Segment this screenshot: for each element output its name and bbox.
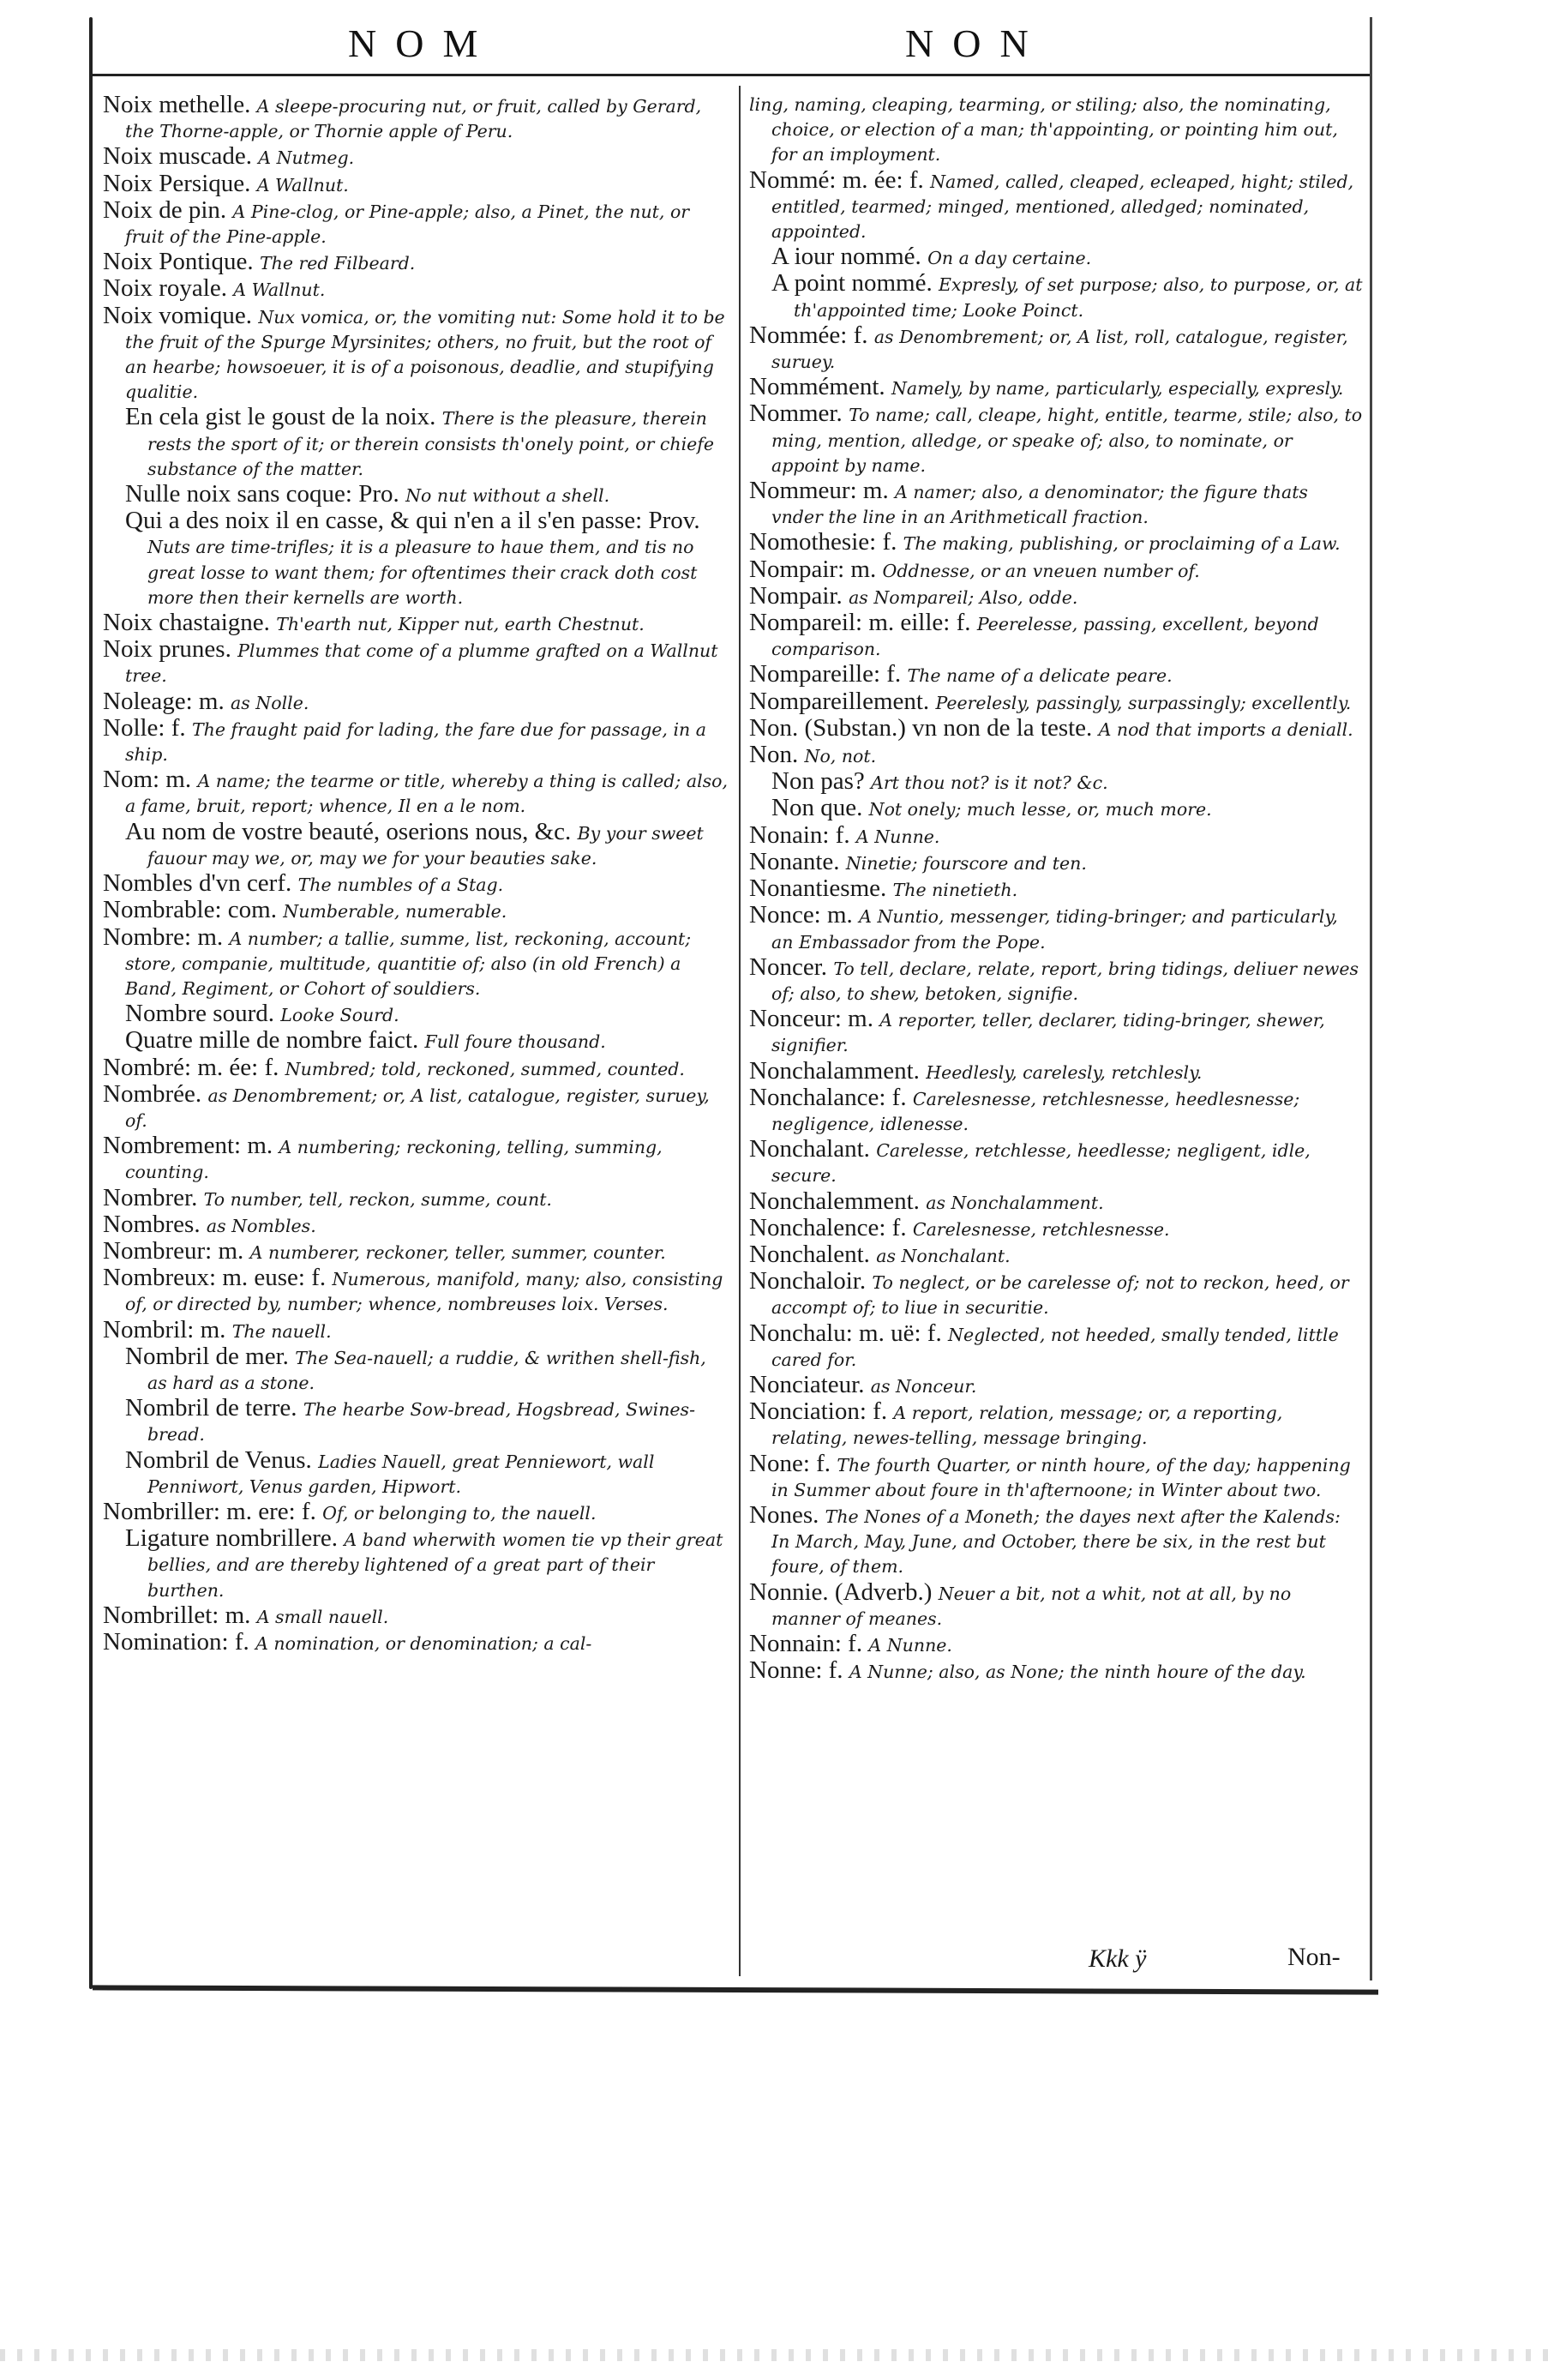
entry-headword: Noix Pontique. — [103, 248, 254, 276]
dictionary-entry — [749, 1269, 1363, 1320]
running-head-right: NON — [905, 21, 1047, 65]
entry-definition: Ladies Nauell, great Penniewort, wall Penniwort, Venus garden, Hipwort. — [147, 1451, 655, 1497]
entry-headword: Nombre sourd. — [125, 1000, 274, 1028]
entry-headword: Non. (Substan.) vn non de la teste. — [749, 713, 1093, 742]
entry-definition: The red Filbeard. — [259, 253, 416, 274]
entry-headword: Nonante. — [749, 847, 840, 875]
dictionary-entry — [749, 1451, 1363, 1503]
dictionary-entry — [103, 610, 729, 637]
dictionary-entry — [749, 847, 1363, 876]
entry-definition: Oddnesse, or an vneuen number of. — [882, 560, 1200, 581]
entry-definition: Nux vomica, or, the vomiting nut: Some hold it to be the fruit of the Spurge Myrsinites; others, no fruit, but the root of an hearbe; howsoeuer, it is of a poisonous, deadlie, and stupifying qualitie. — [125, 306, 725, 403]
entry-definition: The fraught paid for lading, the fare due for passage, in a ship. — [125, 718, 706, 766]
entry-definition: Carelesnesse, retchlesnesse, heedlesnesse; negligence, idlenesse. — [771, 1088, 1300, 1134]
entry-headword: Nombre: m. — [103, 923, 224, 951]
entry-definition: A sleepe-procuring nut, or fruit, called by Gerard, the Thorne-apple, or Thornie apple of Peru. — [125, 96, 702, 142]
entry-headword: Nombreux: m. euse: f. — [103, 1264, 327, 1292]
entry-headword: Nombré: m. ée: f. — [103, 1053, 279, 1081]
entry-definition: A Nuntio, messenger, tiding-bringer; and particularly, an Embassador from the Pope. — [771, 906, 1338, 953]
dictionary-entry — [103, 689, 729, 716]
dictionary-entry — [103, 1028, 729, 1055]
entry-headword: Nonne: f. — [749, 1656, 843, 1685]
entry-definition: Carelesse, retchlesse, heedlesse; negligent, idle, secure. — [771, 1140, 1311, 1187]
catchword: Non- — [1287, 1943, 1341, 1971]
dictionary-entry — [749, 1500, 1363, 1580]
entry-headword: Nombril de terre. — [125, 1394, 297, 1422]
entry-headword: Non que. — [771, 794, 863, 822]
entry-headword: Nompair: m. — [749, 555, 877, 583]
dictionary-entry — [103, 171, 729, 198]
entry-headword: Nolle: f. — [103, 713, 186, 742]
entry-headword: Noleage: m. — [103, 687, 225, 715]
entry-headword: Nonchalamment. — [749, 1056, 920, 1085]
dictionary-entry — [103, 1396, 729, 1447]
entry-headword: Nomothesie: f. — [749, 528, 897, 556]
entry-headword: Nonchalent. — [749, 1240, 870, 1268]
entry-definition: Numbred; told, reckoned, summed, counted. — [285, 1058, 685, 1079]
entry-headword: None: f. — [749, 1449, 831, 1477]
entry-definition: There is the pleasure, therein rests the sport of it; or therein consists th'onely point, or chiefe substance of the matter. — [147, 408, 715, 479]
entry-headword: Nombreur: m. — [103, 1236, 244, 1265]
dictionary-entry — [103, 925, 729, 1002]
entry-definition: as Nonceur. — [870, 1375, 977, 1397]
dictionary-entry — [749, 689, 1363, 716]
entry-definition: Named, called, cleaped, ecleaped, hight; stiled, entitled, tearmed; minged, mentioned, alledged; nominated, appointed. — [771, 171, 1354, 243]
dictionary-entry — [103, 1055, 729, 1082]
dictionary-entry — [749, 1137, 1363, 1188]
dictionary-entry — [103, 767, 729, 819]
dictionary-entry — [103, 1265, 729, 1317]
entry-definition: as Nombles. — [206, 1215, 316, 1236]
entry-headword: Nombril de Venus. — [125, 1445, 312, 1474]
dictionary-entry — [749, 876, 1363, 903]
entry-definition: Heedlesly, carelesly, retchlesly. — [926, 1061, 1203, 1083]
entry-definition: The ninetieth. — [892, 880, 1018, 901]
dictionary-entry — [749, 742, 1363, 769]
dictionary-entry — [103, 871, 729, 898]
entry-definition: as Nonchalamment. — [926, 1192, 1104, 1213]
entry-definition: A Nunne; also, as None; the ninth houre of the day. — [849, 1662, 1306, 1683]
dictionary-entry — [103, 1236, 729, 1265]
entry-headword: Nombrement: m. — [103, 1132, 273, 1160]
entry-definition: To neglect, or be carelesse of; not to reckon, heed, or accompt of; to liue in securitie. — [771, 1272, 1349, 1319]
entry-definition: as Denombrement; or, A list, catalogue, register, suruey, of. — [125, 1085, 710, 1131]
dictionary-entry — [749, 401, 1363, 478]
dictionary-entry — [749, 1580, 1363, 1632]
entry-headword: A iour nommé. — [771, 243, 921, 271]
entry-definition: Art thou not? is it not? &c. — [871, 772, 1108, 794]
entry-definition: A reporter, teller, declarer, tiding-bringer, shewer, signifier. — [771, 1010, 1325, 1056]
dictionary-entry — [749, 796, 1363, 822]
entry-definition: A Nutmeg. — [258, 147, 355, 169]
dictionary-entry — [103, 713, 729, 767]
entry-headword: Nombriller: m. ere: f. — [103, 1497, 316, 1525]
entry-definition: The Sea-nauell; a ruddie, & writhen shell-fish, as hard as a stone. — [147, 1347, 706, 1393]
entry-headword: Nonciation: f. — [749, 1397, 888, 1426]
entry-headword: Quatre mille de nombre faict. — [125, 1026, 419, 1055]
entry-definition: Nuts are time-trifles; it is a pleasure to haue them, and tis no great losse to want them; for oftentimes their crack doth cost more then their kernells are worth. — [147, 537, 698, 608]
dictionary-entry — [103, 1627, 729, 1656]
entry-definition: The numbles of a Stag. — [297, 874, 504, 896]
entry-definition: A number; a tallie, summe, list, reckoning, account; store, companie, multitude, quantitie of; also (in old French) a Band, Regiment, or Cohort of souldiers. — [125, 928, 692, 999]
dictionary-entry — [749, 1056, 1363, 1085]
entry-headword: Nommer. — [749, 400, 843, 428]
dictionary-entry — [103, 144, 729, 171]
dictionary-entry — [749, 955, 1363, 1007]
dictionary-entry — [103, 637, 729, 688]
entry-headword: Noncer. — [749, 953, 827, 981]
dictionary-entry — [103, 898, 729, 924]
entry-headword: Nombrillet: m. — [103, 1601, 251, 1629]
dictionary-entry — [103, 1212, 729, 1239]
dictionary-entry — [103, 1344, 729, 1396]
entry-headword: Nompareillement. — [749, 687, 930, 715]
dictionary-entry — [749, 1007, 1363, 1058]
entry-headword: Ligature nombrillere. — [125, 1524, 339, 1553]
dictionary-entry — [103, 1497, 729, 1526]
dictionary-entry — [103, 482, 729, 508]
dictionary-entry — [749, 903, 1363, 954]
dictionary-entry — [749, 1085, 1363, 1137]
entry-definition: To name; call, cleape, hight, entitle, tearme, stile; also, to ming, mention, alledge, or speake of; also, to nominate, or appoint by name. — [771, 405, 1363, 476]
entry-headword: Noix de pin. — [103, 195, 227, 224]
entry-headword: Nulle noix sans coque: Pro. — [125, 480, 399, 508]
dictionary-entry — [103, 195, 729, 249]
dictionary-entry — [749, 581, 1363, 610]
dictionary-entry — [749, 478, 1363, 530]
dictionary-entry — [749, 1370, 1363, 1399]
entry-headword: A point nommé. — [771, 269, 933, 298]
dictionary-entry — [103, 1079, 729, 1133]
dictionary-entry — [749, 375, 1363, 401]
dictionary-entry — [103, 508, 729, 610]
entry-headword: Nonchalu: m. uë: f. — [749, 1319, 942, 1347]
entry-headword: Noix vomique. — [103, 301, 252, 329]
entry-headword: Noix Persique. — [103, 169, 251, 197]
dictionary-entry — [749, 1658, 1363, 1685]
entry-definition: as Nonchalant. — [876, 1245, 1011, 1266]
dictionary-entry — [749, 271, 1363, 322]
entry-definition: A Nunne. — [855, 826, 940, 847]
entry-headword: Nommément. — [749, 373, 885, 401]
right-column — [749, 93, 1363, 1685]
entry-definition: A numberer, reckoner, teller, summer, counter. — [249, 1241, 666, 1263]
header-rule — [93, 74, 1371, 76]
entry-headword: Noix methelle. — [103, 91, 251, 118]
entry-headword: Nonce: m. — [749, 901, 853, 929]
dictionary-entry — [749, 769, 1363, 796]
dictionary-entry — [103, 405, 729, 482]
dictionary-entry — [103, 1445, 729, 1500]
dictionary-entry — [749, 820, 1363, 850]
entry-definition: Full foure thousand. — [424, 1031, 606, 1053]
entry-definition: Expresly, of set purpose; also, to purpose, or, at th'appointed time; Looke Poinct. — [794, 274, 1363, 321]
entry-headword: Nonnain: f. — [749, 1629, 863, 1657]
entry-headword: Non. — [749, 741, 799, 769]
entry-headword: Nombrée. — [103, 1079, 202, 1108]
left-page-rule — [89, 17, 93, 1989]
entry-definition: A namer; also, a denominator; the figure thats vnder the line in an Arithmeticall fraction. — [771, 482, 1308, 528]
entry-definition: A nomination, or denomination; a cal- — [255, 1632, 592, 1654]
dictionary-entry — [749, 1629, 1363, 1658]
left-column — [103, 93, 729, 1656]
entry-headword: Nombrable: com. — [103, 896, 277, 924]
entry-headword: Noix chastaigne. — [103, 609, 270, 637]
entry-headword: Nombres. — [103, 1210, 201, 1238]
entry-definition: To tell, declare, relate, report, bring tidings, deliuer newes of; also, to shew, betoken, signifie. — [771, 958, 1359, 1004]
entry-headword: Nomination: f. — [103, 1627, 249, 1656]
entry-headword: Nompareil: m. eille: f. — [749, 609, 971, 637]
dictionary-entry — [103, 1133, 729, 1185]
dictionary-entry — [103, 1603, 729, 1630]
entry-headword: Nom: m. — [103, 766, 192, 794]
entry-headword: Nonchaloir. — [749, 1267, 867, 1295]
entry-definition: No, not. — [804, 746, 877, 767]
entry-definition: Numberable, numerable. — [283, 901, 507, 923]
entry-definition: The name of a delicate peare. — [907, 665, 1173, 687]
entry-definition: Not onely; much lesse, or, much more. — [868, 799, 1212, 820]
entry-headword: Nonchalence: f. — [749, 1213, 907, 1241]
dictionary-entry — [103, 276, 729, 303]
entry-headword: Nonchalant. — [749, 1135, 870, 1163]
dictionary-entry — [103, 1315, 729, 1344]
entry-definition: Ninetie; fourscore and ten. — [845, 852, 1087, 874]
dictionary-entry — [749, 610, 1363, 662]
entry-definition: A nod that imports a deniall. — [1098, 718, 1353, 740]
entry-definition: as Nolle. — [231, 692, 309, 713]
entry-definition: A Wallnut. — [233, 279, 326, 301]
dictionary-entry — [103, 817, 729, 871]
entry-headword: Au nom de vostre beauté, oserions nous, &c. — [125, 817, 572, 845]
entry-definition: ling, naming, cleaping, tearming, or stiling; also, the nominating, choice, or election of a man; th'appointing, or pointing him out, for an imployment. — [749, 94, 1338, 165]
entry-headword: Nombril: m. — [103, 1315, 226, 1343]
entry-headword: Nonciateur. — [749, 1370, 865, 1398]
entry-definition: To number, tell, reckon, summe, count. — [203, 1188, 552, 1210]
entry-definition: The hearbe Sow-bread, Hogsbread, Swines-bread. — [147, 1399, 695, 1445]
entry-headword: Noix royale. — [103, 274, 227, 303]
dictionary-entry — [749, 1242, 1363, 1269]
entry-definition: A numbering; reckoning, telling, summing, counting. — [125, 1137, 663, 1183]
entry-definition: as Denombrement; or, A list, roll, catalogue, register, suruey. — [771, 326, 1348, 373]
dictionary-entry — [103, 1001, 729, 1028]
footer-rule — [93, 1985, 1378, 1994]
entry-definition: Neuer a bit, not a whit, not at all, by no manner of meanes. — [771, 1583, 1292, 1629]
entry-headword: Noix prunes. — [103, 635, 231, 664]
entry-headword: Nombrer. — [103, 1183, 198, 1211]
entry-headword: Noix muscade. — [103, 142, 252, 171]
entry-headword: Nompair. — [749, 581, 843, 610]
dictionary-entry — [749, 557, 1363, 584]
dictionary-entry — [749, 93, 1363, 168]
entry-headword: Nommé: m. ée: f. — [749, 165, 924, 194]
signature-mark: Kkk ÿ — [1089, 1944, 1147, 1973]
dictionary-entry — [749, 713, 1363, 742]
dictionary-entry — [749, 1321, 1363, 1373]
entry-headword: Nommeur: m. — [749, 477, 889, 505]
entry-headword: Nonnie. (Adverb.) — [749, 1578, 933, 1606]
dictionary-entry — [749, 323, 1363, 375]
entry-definition: Looke Sourd. — [280, 1005, 399, 1026]
dictionary-entry — [749, 1213, 1363, 1242]
entry-headword: Nombril de mer. — [125, 1342, 289, 1370]
entry-definition: The making, publishing, or proclaiming of a Law. — [903, 533, 1341, 555]
dictionary-entry — [103, 93, 729, 144]
dictionary-entry — [749, 530, 1363, 556]
dictionary-entry — [749, 1399, 1363, 1451]
entry-definition: A Pine-clog, or Pine-apple; also, a Pinet, the nut, or fruit of the Pine-apple. — [125, 201, 690, 248]
entry-definition: Carelesnesse, retchlesnesse. — [912, 1218, 1170, 1240]
dictionary-entry — [103, 249, 729, 276]
entry-definition: Neglected, not heeded, smally tended, little cared for. — [771, 1324, 1339, 1370]
entry-headword: Nonantiesme. — [749, 874, 887, 903]
entry-headword: Non pas? — [771, 767, 865, 796]
entry-headword: Nommée: f. — [749, 321, 868, 349]
column-divider — [739, 86, 741, 1976]
entry-definition: A Wallnut. — [256, 174, 349, 195]
dictionary-entry — [749, 1189, 1363, 1216]
entry-definition: By your sweet fauour may we, or, may we for your beauties sake. — [147, 822, 704, 868]
entry-definition: The nauell. — [231, 1320, 332, 1342]
entry-headword: Nonchalemment. — [749, 1187, 920, 1215]
entry-definition: Namely, by name, particularly, especially, expresly. — [891, 378, 1344, 400]
entry-definition: On a day certaine. — [927, 248, 1092, 269]
entry-definition: A band wherwith women tie vp their great bellies, and are thereby lightened of a great part of their burthen. — [147, 1530, 723, 1601]
entry-definition: Th'earth nut, Kipper nut, earth Chestnut. — [276, 614, 645, 635]
entry-headword: Nonceur: m. — [749, 1005, 873, 1033]
entry-definition: Of, or belonging to, the nauell. — [322, 1502, 597, 1524]
entry-headword: Nompareille: f. — [749, 660, 902, 688]
entry-headword: En cela gist le goust de la noix. — [125, 403, 436, 431]
entry-definition: A name; the tearme or title, whereby a thing is called; also, a fame, bruit, report; whence, Il en a le nom. — [125, 771, 729, 817]
entry-definition: Peerelesly, passingly, surpassingly; excellently. — [935, 692, 1352, 713]
entry-definition: as Nompareil; Also, odde. — [849, 586, 1078, 608]
entry-definition: Numerous, manifold, many; also, consisting of, or directed by, number; whence, nombreuses loix. Verses. — [125, 1269, 723, 1315]
dictionary-entry — [749, 244, 1363, 271]
entry-headword: Nonain: f. — [749, 820, 850, 849]
dictionary-entry — [749, 165, 1363, 245]
dictionary-entry — [103, 1526, 729, 1603]
entry-headword: Qui a des noix il en casse, & qui n'en a il s'en passe: Prov. — [125, 507, 700, 535]
entry-headword: Nones. — [749, 1500, 819, 1529]
entry-definition: The fourth Quarter, or ninth houre, of the day; happening in Summer about foure in th'afternoone; in Winter about two. — [771, 1454, 1351, 1500]
dictionary-entry — [103, 301, 729, 406]
entry-headword: Nombles d'vn cerf. — [103, 869, 292, 898]
dictionary-entry — [749, 662, 1363, 688]
entry-definition: Peerelesse, passing, excellent, beyond comparison. — [771, 614, 1319, 660]
entry-definition: The Nones of a Moneth; the dayes next after the Kalends: In March, May, June, and October, there be six, in the rest but foure, of them. — [771, 1506, 1341, 1578]
entry-headword: Nonchalance: f. — [749, 1083, 907, 1111]
entry-definition: A Nunne. — [868, 1634, 952, 1656]
dictionary-entry — [103, 1183, 729, 1212]
running-head-left: NOM — [348, 21, 497, 65]
entry-definition: A report, relation, message; or, a reporting, relating, newes-telling, message bringing. — [771, 1403, 1283, 1449]
entry-definition: No nut without a shell. — [405, 485, 610, 507]
entry-definition: Plummes that come of a plumme grafted on a Wallnut tree. — [125, 640, 718, 687]
entry-definition: A small nauell. — [256, 1606, 389, 1627]
right-page-rule — [1370, 17, 1372, 1980]
scan-edge-marks — [0, 2349, 1548, 2361]
